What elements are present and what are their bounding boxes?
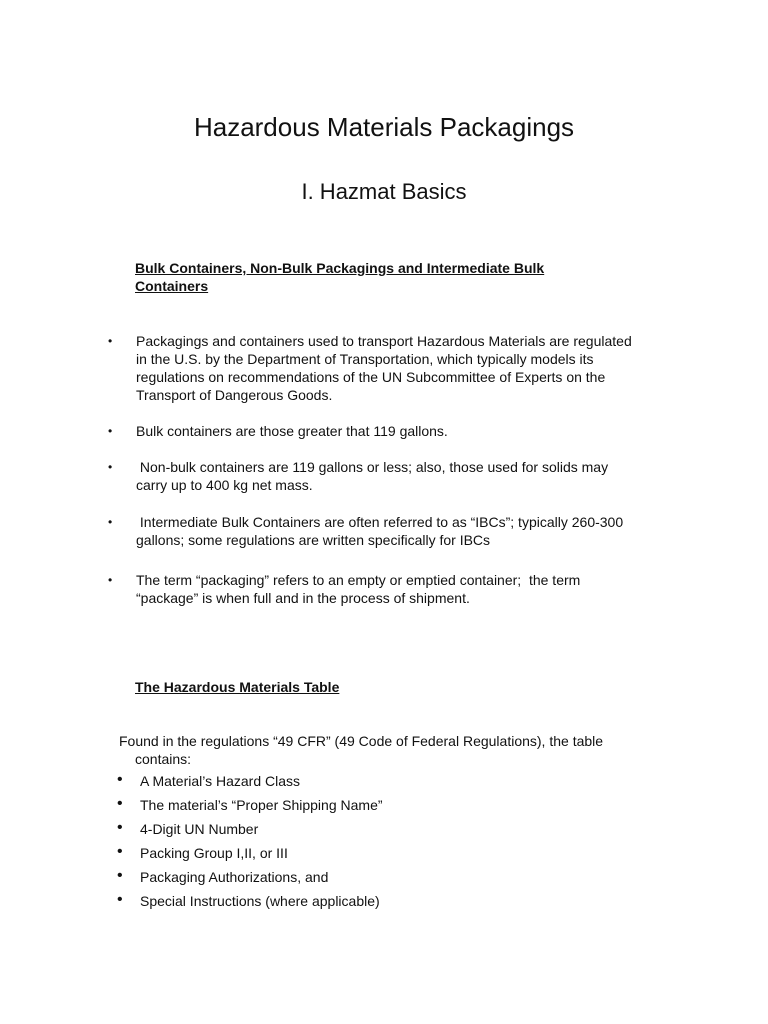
list-item-text: Packagings and containers used to transport Hazardous Materials are regulated in the U.S. by the Department of Transportation, which typically models its regulations on recommendations of the UN Subcommittee of Experts on the Transport of Dangerous Goods. [136, 333, 632, 403]
list-item [117, 868, 383, 892]
list-item [117, 844, 383, 868]
list-item [108, 571, 638, 607]
section-intro: Found in the regulations “49 CFR” (49 Code of Federal Regulations), the table contains: [119, 733, 604, 767]
list-item [108, 513, 638, 549]
list-item-text: Packaging Authorizations, and [140, 869, 329, 885]
bullet-icon: • [117, 819, 123, 836]
document-subtitle: I. Hazmat Basics [301, 179, 467, 204]
list-item-text: Packing Group I,II, or III [140, 845, 288, 861]
section-heading-line2: Containers [135, 278, 209, 294]
list-item [108, 332, 638, 404]
list-item-text: Intermediate Bulk Containers are often referred to as “IBCs”; typically 260-300 gallons; some regulations are written specifically for IBCs [136, 514, 628, 548]
list-item [117, 820, 383, 844]
section-heading-line1: Bulk Containers, Non-Bulk Packagings and Intermediate Bulk [135, 260, 545, 276]
document-title: Hazardous Materials Packagings [193, 112, 575, 142]
list-item [117, 796, 383, 820]
bullet-icon: • [117, 843, 123, 860]
bullet-icon: • [108, 573, 113, 587]
list-item-text: 4-Digit UN Number [140, 821, 259, 837]
bullet-icon: • [108, 334, 113, 348]
bullet-icon: • [108, 460, 113, 474]
table-contents-list [117, 772, 383, 916]
list-item-text: The material’s “Proper Shipping Name” [140, 797, 383, 813]
bullet-icon: • [117, 891, 123, 908]
bullet-icon: • [117, 771, 123, 788]
bullet-icon: • [117, 795, 123, 812]
section-heading-hazmat-table: The Hazardous Materials Table [135, 679, 340, 695]
list-item-text: A Material’s Hazard Class [140, 773, 301, 789]
section-heading-containers [135, 259, 605, 295]
list-item [117, 772, 383, 796]
bullet-icon: • [117, 867, 123, 884]
list-item [108, 458, 638, 494]
list-item [108, 422, 638, 440]
bullet-icon: • [108, 424, 113, 438]
bullet-icon: • [108, 515, 113, 529]
list-item-text: Non-bulk containers are 119 gallons or less; also, those used for solids may carry up to 400 kg net mass. [136, 459, 612, 493]
list-item [117, 892, 383, 916]
list-item-text: The term “packaging” refers to an empty or emptied container; the term “package” is when full and in the process of shipment. [136, 572, 585, 606]
list-item-text: Special Instructions (where applicable) [140, 893, 380, 909]
list-item-text: Bulk containers are those greater that 119 gallons. [136, 423, 448, 439]
